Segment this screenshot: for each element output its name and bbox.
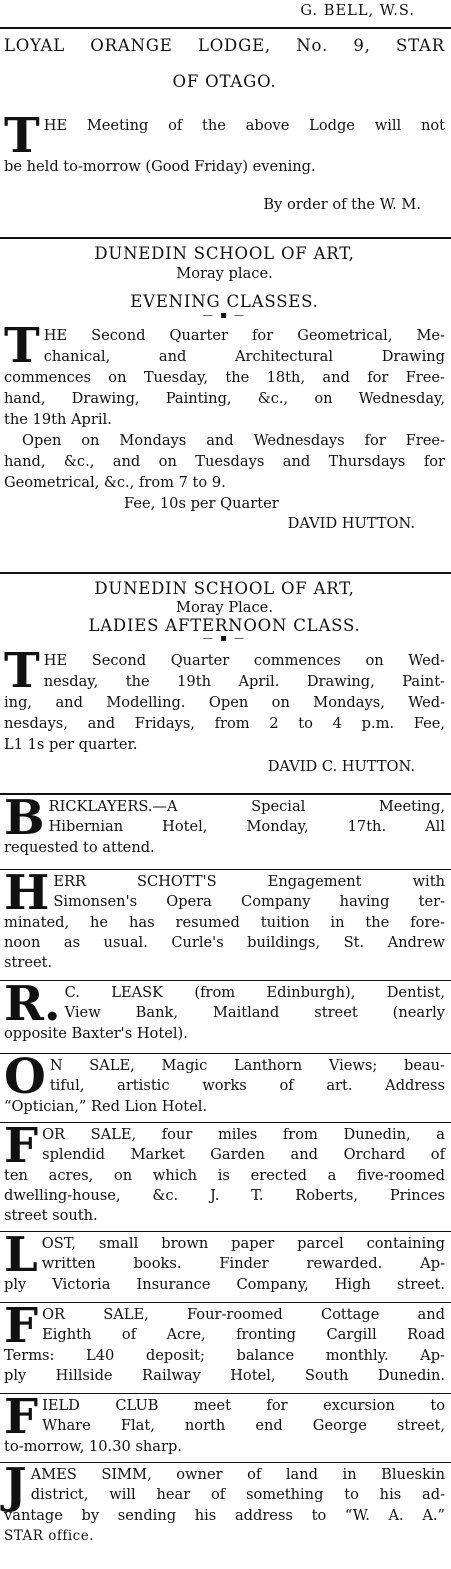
- ad-line: noon as usual. Curle's buildings, St. Andrew: [4, 934, 445, 951]
- ornament: — ▪ —: [202, 633, 247, 644]
- ad-line: requested to attend.: [4, 839, 155, 856]
- divider: [0, 237, 451, 239]
- drop-cap: T: [4, 318, 40, 374]
- ad-cottage-sale: [0, 1298, 451, 1391]
- ad-line: nesday, the 19th April. Drawing, Paint-: [43, 673, 445, 690]
- ad-line: tiful, artistic works of art. Address: [49, 1077, 445, 1094]
- ad-line: C. LEASK (from Edinburgh), Dentist,: [64, 984, 445, 1001]
- ornament: — ▪ —: [202, 310, 247, 321]
- ad-line: written books. Finder rewarded. Ap-: [41, 1255, 445, 1272]
- ad-subtitle: Moray Place.: [176, 599, 273, 616]
- drop-cap: F: [4, 1389, 39, 1445]
- ad-line: minated, he has resumed tuition in the fore-: [4, 914, 445, 931]
- drop-cap: H: [4, 865, 50, 921]
- ad-line: Geometrical, &c., from 7 to 9.: [4, 474, 226, 491]
- drop-cap: F: [4, 1298, 39, 1354]
- ad-line: ERR SCHOTT'S Engagement with: [53, 873, 445, 890]
- ad-field-club: [0, 1389, 451, 1460]
- ad-line: splendid Market Garden and Orchard of: [42, 1146, 445, 1163]
- ad-line: chanical, and Architectural Drawing: [43, 348, 445, 365]
- ad-signoff: DAVID C. HUTTON.: [267, 758, 415, 775]
- ad-art-ladies: [0, 578, 451, 790]
- divider: [0, 869, 451, 870]
- ad-line: Eighth of Acre, fronting Cargill Road: [42, 1326, 445, 1343]
- ad-line: ing, and Modelling. Open on Mondays, Wed-: [4, 694, 445, 711]
- divider: [0, 1462, 451, 1463]
- ad-line: N SALE, Magic Lanthorn Views; beau-: [49, 1057, 445, 1074]
- ad-heading: LADIES AFTERNOON CLASS.: [88, 616, 361, 635]
- ad-line: ten acres, on which is erected a five-roomed: [4, 1167, 445, 1184]
- ad-line: Open on Mondays and Wednesdays for Free-: [22, 432, 445, 449]
- divider: [0, 980, 451, 981]
- ad-line: Terms: L40 deposit; balance monthly. Ap-: [4, 1347, 445, 1364]
- ad-title: LOYAL ORANGE LODGE, No. 9, STAR: [4, 36, 445, 55]
- ad-line: hand, Drawing, Painting, &c., on Wednesday,: [4, 390, 445, 407]
- divider: [0, 1053, 451, 1054]
- drop-cap: L: [4, 1227, 38, 1283]
- ad-magic-lanthorn: [0, 1049, 451, 1120]
- ad-line: ply Victoria Insurance Company, High street.: [4, 1276, 445, 1293]
- ad-line: hand, &c., and on Tuesdays and Thursdays for: [4, 453, 445, 470]
- ad-loyal-orange-lodge: [0, 35, 451, 234]
- ad-lost-parcel: [0, 1227, 451, 1300]
- ad-line: View Bank, Maitland street (nearly: [64, 1004, 445, 1021]
- divider: [0, 1302, 451, 1303]
- ad-line: “Optician,” Red Lion Hotel.: [4, 1098, 208, 1115]
- divider: [0, 793, 451, 795]
- ad-leask-dentist: [0, 976, 451, 1051]
- ad-line: HE Second Quarter commences on Wed-: [43, 652, 445, 669]
- ad-line: the 19th April.: [4, 411, 112, 428]
- divider: [0, 27, 451, 29]
- ad-line: AMES SIMM, owner of land in Blueskin: [30, 1466, 445, 1483]
- ad-title: DUNEDIN SCHOOL OF ART,: [94, 579, 355, 598]
- divider: [0, 1393, 451, 1394]
- ad-line: OST, small brown paper parcel containing: [41, 1235, 445, 1252]
- divider: [0, 1122, 451, 1123]
- ad-market-garden: [0, 1118, 451, 1229]
- ad-line: street.: [4, 954, 53, 971]
- drop-cap: F: [4, 1118, 39, 1174]
- drop-cap: T: [4, 643, 40, 699]
- drop-cap: T: [4, 108, 40, 164]
- ad-title: OF OTAGO.: [172, 72, 277, 91]
- drop-cap: B: [4, 790, 45, 846]
- ad-line: Hibernian Hotel, Monday, 17th. All: [48, 818, 445, 835]
- ad-subtitle: Moray place.: [176, 265, 273, 282]
- ad-line: dwelling-house, &c. J. T. Roberts, Princes: [4, 1187, 445, 1204]
- ad-line: street south.: [4, 1207, 98, 1224]
- ad-line: STAR office.: [4, 1528, 94, 1544]
- ad-line: HE Meeting of the above Lodge will not: [43, 117, 445, 134]
- drop-cap: R.: [4, 976, 61, 1032]
- ad-line: Simonsen's Opera Company having ter-: [53, 893, 445, 910]
- ad-title: DUNEDIN SCHOOL OF ART,: [94, 244, 355, 263]
- ad-signoff: By order of the W. M.: [263, 196, 421, 213]
- ad-line: commences on Tuesday, the 18th, and for Free-: [4, 369, 445, 386]
- top-signature-block: [0, 0, 451, 24]
- divider: [0, 572, 451, 574]
- ad-heading: EVENING CLASSES.: [130, 292, 319, 311]
- ad-line: vantage by sending his address to “W. A. A.”: [4, 1507, 445, 1524]
- signature: G. BELL, W.S.: [300, 2, 415, 19]
- ad-signoff: DAVID HUTTON.: [287, 515, 415, 532]
- ad-line: HE Second Quarter for Geometrical, Me-: [43, 327, 445, 344]
- ad-line: OR SALE, Four-roomed Cottage and: [42, 1306, 445, 1323]
- ad-line: L1 1s per quarter.: [4, 736, 138, 753]
- ad-herr-schott: [0, 865, 451, 978]
- ad-line: Fee, 10s per Quarter: [124, 495, 279, 512]
- ad-line: opposite Baxter's Hotel).: [4, 1025, 188, 1042]
- ad-line: RICKLAYERS.—A Special Meeting,: [48, 798, 445, 815]
- drop-cap: J: [4, 1458, 27, 1514]
- ad-art-evening: [0, 243, 451, 569]
- ad-line: be held to-morrow (Good Friday) evening.: [4, 158, 316, 175]
- ad-line: to-morrow, 10.30 sharp.: [4, 1438, 182, 1455]
- ad-line: Whare Flat, north end George street,: [42, 1417, 445, 1434]
- ad-line: nesdays, and Fridays, from 2 to 4 p.m. Fee,: [4, 715, 445, 732]
- ad-line: OR SALE, four miles from Dunedin, a: [42, 1126, 445, 1143]
- ad-line: district, will hear of something to his ad-: [30, 1486, 445, 1503]
- drop-cap: O: [4, 1049, 46, 1105]
- ad-james-simm: [0, 1458, 451, 1549]
- ad-bricklayers: [0, 790, 451, 867]
- ad-line: IELD CLUB meet for excursion to: [42, 1397, 445, 1414]
- ad-line: ply Hillside Railway Hotel, South Dunedin.: [4, 1367, 445, 1384]
- divider: [0, 1231, 451, 1232]
